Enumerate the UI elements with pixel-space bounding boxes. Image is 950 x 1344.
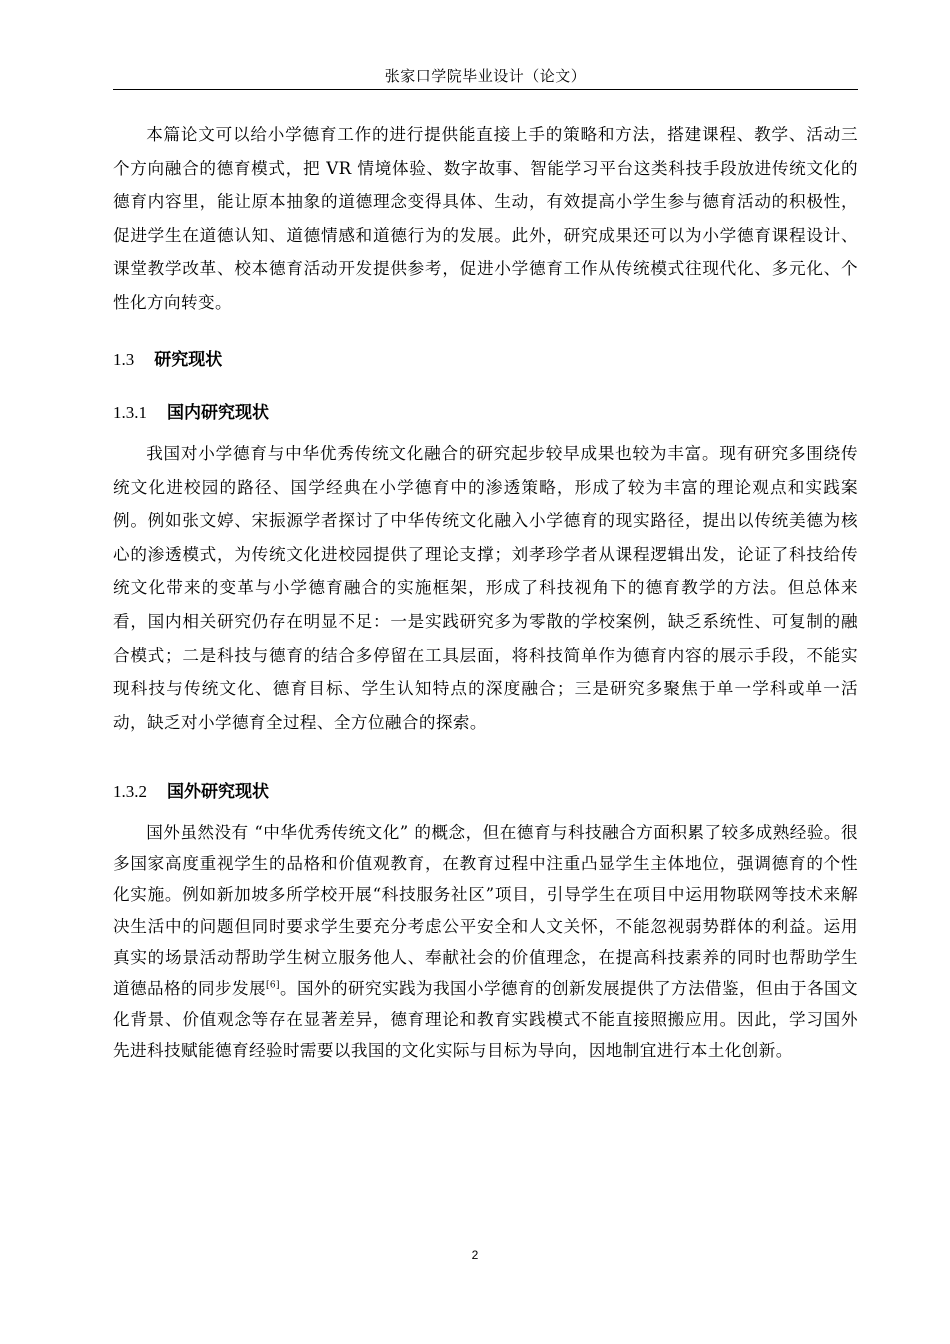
intro-section bbox=[113, 118, 858, 320]
section-number: 1.3.2 bbox=[113, 782, 147, 801]
section-title: 国内研究现状 bbox=[167, 403, 269, 423]
page-number: 2 bbox=[471, 1248, 479, 1262]
domestic-research-paragraph: 我国对小学德育与中华优秀传统文化融合的研究起步较早成果也较为丰富。现有研究多围绕传统文化进校园的路径、国学经典在小学德育中的渗透策略，形成了较为丰富的理论观点和实践案例。例如张文婷、宋振源学者探讨了中华传统文化融入小学德育的现实路径，提出以传统美德为核心的渗透模式，为传统文化进校园提供了理论支撑；刘孝珍学者从课程逻辑出发，论证了科技给传统文化带来的变革与小学德育融合的实施框架，形成了科技视角下的德育教学的方法。但总体来看，国内相关研究仍存在明显不足：一是实践研究多为零散的学校案例，缺乏系统性、可复制的融合模式；二是科技与德育的结合多停留在工具层面，将科技简单作为德育内容的展示手段，不能实现科技与传统文化、德育目标、学生认知特点的深度融合；三是研究多聚焦于单一学科或单一活动，缺乏对小学德育全过程、全方位融合的探索。 bbox=[113, 444, 858, 732]
foreign-research-section bbox=[113, 817, 858, 1067]
section-number: 1.3 bbox=[113, 350, 135, 369]
section-heading-1-3-1 bbox=[113, 401, 269, 425]
header-rule bbox=[113, 89, 858, 90]
section-heading-1-3 bbox=[113, 348, 222, 372]
foreign-research-text-a: 国外虽然没有 “中华优秀传统文化” 的概念，但在德育与科技融合方面积累了较多成熟经验。很多国家高度重视学生的品格和价值观教育，在教育过程中注重凸显学生主体地位，强调德育的个性化实施。例如新加坡多所学校开展“科技服务社区”项目，引导学生在项目中运用物联网等技术来解决生活中的问题但同时要求学生要充分考虑公平安全和人文关怀，不能忽视弱势群体的利益。运用真实的场景活动帮助学生树立服务他人、奉献社会的价值理念，在提高科技素养的同时也帮助学生道德品格的同步发展 bbox=[113, 823, 858, 999]
foreign-research-text-b: 。国外的研究实践为我国小学德育的创新发展提供了方法借鉴，但由于各国文化背景、价值观念等存在显著差异，德育理论和教育实践模式不能直接照搬应用。因此，学习国外先进科技赋能德育经验时需要以我国的文化实际与目标为导向，因地制宜进行本土化创新。 bbox=[113, 979, 858, 1061]
page-header-title: 张家口学院毕业设计（论文） bbox=[384, 67, 587, 85]
section-heading-1-3-2 bbox=[113, 780, 269, 804]
citation-marker: [6] bbox=[266, 980, 280, 991]
section-number: 1.3.1 bbox=[113, 403, 147, 422]
section-title: 研究现状 bbox=[154, 350, 223, 370]
domestic-research-section bbox=[113, 437, 858, 739]
foreign-research-paragraph bbox=[113, 817, 858, 1067]
section-title: 国外研究现状 bbox=[167, 782, 269, 802]
intro-paragraph: 本篇论文可以给小学德育工作的进行提供能直接上手的策略和方法，搭建课程、教学、活动三个方向融合的德育模式，把 VR 情境体验、数字故事、智能学习平台这类科技手段放进传统文化的德育内容里，能让原本抽象的道德理念变得具体、生动，有效提高小学生参与德育活动的积极性，促进学生在道德认知、道德情感和道德行为的发展。此外，研究成果还可以为小学德育课程设计、课堂教学改革、校本德育活动开发提供参考，促进小学德育工作从传统模式往现代化、多元化、个性化方向转变。 bbox=[113, 125, 858, 312]
